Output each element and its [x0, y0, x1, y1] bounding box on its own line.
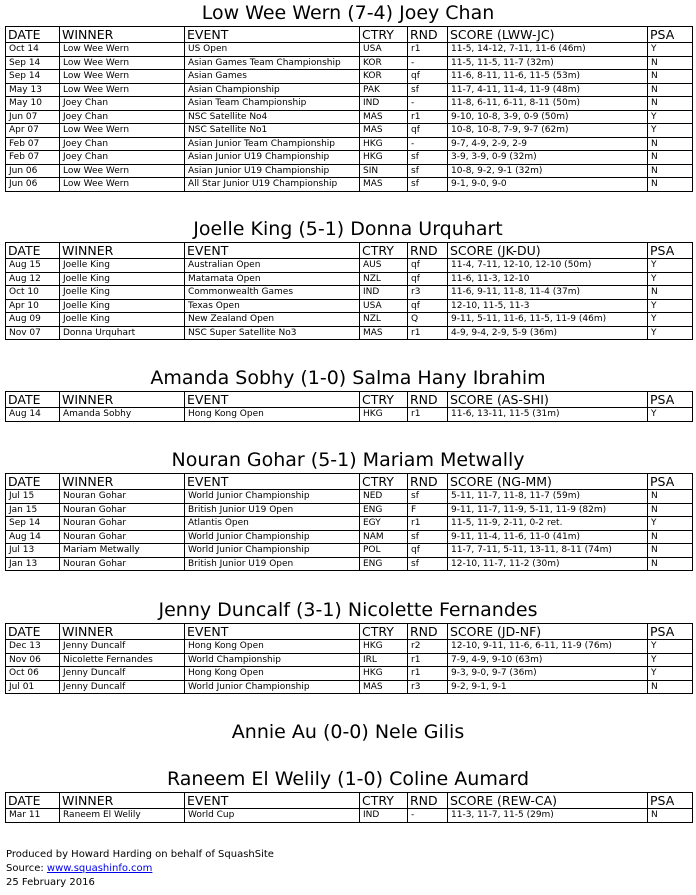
cell-psa: Y — [648, 272, 693, 286]
cell-rnd: sf — [408, 164, 448, 178]
column-header-rnd: RND — [408, 793, 448, 809]
cell-event: World Cup — [185, 809, 360, 823]
cell-event: NSC Satellite No4 — [185, 110, 360, 124]
cell-date: Jul 15 — [6, 490, 60, 504]
cell-score: 11-5, 14-12, 7-11, 11-6 (46m) — [448, 43, 648, 57]
table-row — [6, 124, 693, 138]
head-to-head-table — [5, 792, 693, 823]
cell-ctry: HKG — [360, 408, 408, 422]
column-header-psa: PSA — [648, 392, 693, 408]
header-row — [6, 243, 693, 259]
cell-psa: N — [648, 490, 693, 504]
cell-score: 9-11, 11-4, 11-6, 11-0 (41m) — [448, 530, 648, 544]
cell-psa: Y — [648, 259, 693, 273]
table-row — [6, 272, 693, 286]
head-to-head-table — [5, 26, 693, 192]
cell-psa: N — [648, 97, 693, 111]
cell-rnd: Q — [408, 313, 448, 327]
cell-event: Asian Games Team Championship — [185, 56, 360, 70]
cell-rnd: r1 — [408, 517, 448, 531]
cell-psa: N — [648, 809, 693, 823]
cell-date: May 10 — [6, 97, 60, 111]
column-header-score: SCORE (NG-MM) — [448, 474, 648, 490]
cell-rnd: qf — [408, 299, 448, 313]
cell-event: Hong Kong Open — [185, 640, 360, 654]
cell-event: Hong Kong Open — [185, 667, 360, 681]
table-row — [6, 43, 693, 57]
cell-score: 9-10, 10-8, 3-9, 0-9 (50m) — [448, 110, 648, 124]
table-row — [6, 83, 693, 97]
table-row — [6, 517, 693, 531]
column-header-ctry: CTRY — [360, 624, 408, 640]
column-header-rnd: RND — [408, 624, 448, 640]
table-row — [6, 653, 693, 667]
cell-ctry: PAK — [360, 83, 408, 97]
column-header-winner: WINNER — [60, 793, 185, 809]
cell-score: 12-10, 11-7, 11-2 (30m) — [448, 557, 648, 571]
cell-score: 5-11, 11-7, 11-8, 11-7 (59m) — [448, 490, 648, 504]
column-header-event: EVENT — [185, 624, 360, 640]
table-row — [6, 530, 693, 544]
cell-rnd: sf — [408, 151, 448, 165]
cell-psa: N — [648, 530, 693, 544]
cell-score: 9-11, 11-7, 11-9, 5-11, 11-9 (82m) — [448, 503, 648, 517]
cell-event: Asian Championship — [185, 83, 360, 97]
cell-rnd: sf — [408, 490, 448, 504]
cell-ctry: HKG — [360, 667, 408, 681]
cell-winner: Joey Chan — [60, 137, 185, 151]
table-row — [6, 809, 693, 823]
cell-score: 9-3, 9-0, 9-7 (36m) — [448, 667, 648, 681]
cell-rnd: qf — [408, 124, 448, 138]
cell-ctry: HKG — [360, 151, 408, 165]
cell-score: 7-9, 4-9, 9-10 (63m) — [448, 653, 648, 667]
table-row — [6, 313, 693, 327]
column-header-score: SCORE (AS-SHI) — [448, 392, 648, 408]
table-row — [6, 408, 693, 422]
cell-date: Aug 14 — [6, 530, 60, 544]
cell-ctry: USA — [360, 43, 408, 57]
cell-psa: N — [648, 83, 693, 97]
column-header-winner: WINNER — [60, 243, 185, 259]
column-header-rnd: RND — [408, 243, 448, 259]
column-header-psa: PSA — [648, 243, 693, 259]
cell-ctry: NAM — [360, 530, 408, 544]
cell-rnd: r3 — [408, 286, 448, 300]
table-row — [6, 490, 693, 504]
cell-event: Asian Junior U19 Championship — [185, 164, 360, 178]
section-title: Raneem El Welily (1-0) Coline Aumard — [166, 768, 530, 790]
cell-rnd: r1 — [408, 408, 448, 422]
cell-winner: Low Wee Wern — [60, 70, 185, 84]
cell-rnd: r3 — [408, 680, 448, 694]
cell-psa: N — [648, 286, 693, 300]
cell-event: Matamata Open — [185, 272, 360, 286]
cell-date: Aug 14 — [6, 408, 60, 422]
cell-winner: Low Wee Wern — [60, 178, 185, 192]
column-header-rnd: RND — [408, 392, 448, 408]
cell-psa: Y — [648, 43, 693, 57]
cell-score: 9-7, 4-9, 2-9, 2-9 — [448, 137, 648, 151]
column-header-score: SCORE (LWW-JC) — [448, 27, 648, 43]
cell-event: Asian Team Championship — [185, 97, 360, 111]
head-to-head-table — [5, 391, 693, 422]
cell-rnd: - — [408, 56, 448, 70]
cell-event: Atlantis Open — [185, 517, 360, 531]
cell-winner: Mariam Metwally — [60, 544, 185, 558]
table-row — [6, 151, 693, 165]
cell-score: 11-7, 7-11, 5-11, 13-11, 8-11 (74m) — [448, 544, 648, 558]
table-row — [6, 557, 693, 571]
cell-psa: Y — [648, 313, 693, 327]
cell-event: Asian Junior Team Championship — [185, 137, 360, 151]
column-header-date: DATE — [6, 27, 60, 43]
cell-event: All Star Junior U19 Championship — [185, 178, 360, 192]
cell-winner: Nicolette Fernandes — [60, 653, 185, 667]
cell-rnd: qf — [408, 70, 448, 84]
cell-winner: Nouran Gohar — [60, 490, 185, 504]
column-header-date: DATE — [6, 624, 60, 640]
cell-psa: N — [648, 56, 693, 70]
cell-date: Sep 14 — [6, 56, 60, 70]
cell-ctry: SIN — [360, 164, 408, 178]
cell-ctry: MAS — [360, 110, 408, 124]
column-header-ctry: CTRY — [360, 474, 408, 490]
table-row — [6, 680, 693, 694]
cell-date: Mar 11 — [6, 809, 60, 823]
column-header-score: SCORE (REW-CA) — [448, 793, 648, 809]
cell-score: 10-8, 10-8, 7-9, 9-7 (62m) — [448, 124, 648, 138]
table-row — [6, 503, 693, 517]
cell-score: 11-6, 11-3, 12-10 — [448, 272, 648, 286]
cell-date: Jun 06 — [6, 164, 60, 178]
cell-score: 4-9, 9-4, 2-9, 5-9 (36m) — [448, 326, 648, 340]
cell-ctry: POL — [360, 544, 408, 558]
column-header-psa: PSA — [648, 474, 693, 490]
cell-event: World Junior Championship — [185, 490, 360, 504]
cell-winner: Joelle King — [60, 259, 185, 273]
footer-credit: Produced by Howard Harding on behalf of SquashSite — [6, 849, 274, 860]
header-row — [6, 27, 693, 43]
cell-date: Nov 07 — [6, 326, 60, 340]
cell-date: Oct 10 — [6, 286, 60, 300]
cell-event: World Championship — [185, 653, 360, 667]
cell-score: 10-8, 9-2, 9-1 (32m) — [448, 164, 648, 178]
table-row — [6, 97, 693, 111]
table-row — [6, 667, 693, 681]
table-row — [6, 544, 693, 558]
column-header-psa: PSA — [648, 624, 693, 640]
table-row — [6, 70, 693, 84]
cell-psa: Y — [648, 299, 693, 313]
cell-ctry: IND — [360, 809, 408, 823]
cell-psa: Y — [648, 110, 693, 124]
column-header-psa: PSA — [648, 793, 693, 809]
section-title: Joelle King (5-1) Donna Urquhart — [193, 218, 503, 240]
column-header-rnd: RND — [408, 27, 448, 43]
cell-psa: N — [648, 70, 693, 84]
column-header-winner: WINNER — [60, 392, 185, 408]
source-link[interactable]: www.squashinfo.com — [46, 863, 153, 874]
head-to-head-table — [5, 473, 693, 571]
cell-score: 12-10, 11-5, 11-3 — [448, 299, 648, 313]
cell-ctry: KOR — [360, 70, 408, 84]
cell-date: Nov 06 — [6, 653, 60, 667]
cell-psa: Y — [648, 124, 693, 138]
cell-winner: Nouran Gohar — [60, 530, 185, 544]
cell-event: World Junior Championship — [185, 680, 360, 694]
column-header-winner: WINNER — [60, 27, 185, 43]
footer-date: 25 February 2016 — [6, 877, 95, 888]
head-to-head-table — [5, 242, 693, 340]
cell-date: Jun 06 — [6, 178, 60, 192]
cell-psa: N — [648, 503, 693, 517]
column-header-ctry: CTRY — [360, 27, 408, 43]
column-header-score: SCORE (JK-DU) — [448, 243, 648, 259]
cell-winner: Jenny Duncalf — [60, 640, 185, 654]
cell-rnd: r2 — [408, 640, 448, 654]
cell-score: 11-8, 6-11, 6-11, 8-11 (50m) — [448, 97, 648, 111]
cell-ctry: AUS — [360, 259, 408, 273]
cell-ctry: MAS — [360, 326, 408, 340]
cell-event: World Junior Championship — [185, 544, 360, 558]
cell-date: Jul 01 — [6, 680, 60, 694]
cell-winner: Nouran Gohar — [60, 503, 185, 517]
cell-date: Sep 14 — [6, 70, 60, 84]
cell-winner: Nouran Gohar — [60, 557, 185, 571]
column-header-score: SCORE (JD-NF) — [448, 624, 648, 640]
cell-score: 11-7, 4-11, 11-4, 11-9 (48m) — [448, 83, 648, 97]
cell-psa: Y — [648, 640, 693, 654]
cell-event: World Junior Championship — [185, 530, 360, 544]
cell-rnd: F — [408, 503, 448, 517]
cell-rnd: - — [408, 137, 448, 151]
cell-winner: Joelle King — [60, 286, 185, 300]
cell-winner: Joelle King — [60, 313, 185, 327]
cell-date: Oct 06 — [6, 667, 60, 681]
cell-rnd: qf — [408, 272, 448, 286]
cell-ctry: IRL — [360, 653, 408, 667]
footer — [6, 848, 274, 890]
cell-score: 11-6, 8-11, 11-6, 11-5 (53m) — [448, 70, 648, 84]
cell-rnd: sf — [408, 178, 448, 192]
cell-ctry: IND — [360, 286, 408, 300]
cell-ctry: HKG — [360, 640, 408, 654]
column-header-date: DATE — [6, 243, 60, 259]
column-header-event: EVENT — [185, 392, 360, 408]
cell-psa: Y — [648, 653, 693, 667]
column-header-event: EVENT — [185, 474, 360, 490]
cell-event: Australian Open — [185, 259, 360, 273]
cell-psa: N — [648, 557, 693, 571]
cell-date: Aug 15 — [6, 259, 60, 273]
cell-winner: Raneem El Welily — [60, 809, 185, 823]
cell-rnd: r1 — [408, 110, 448, 124]
cell-ctry: KOR — [360, 56, 408, 70]
cell-date: Sep 14 — [6, 517, 60, 531]
column-header-ctry: CTRY — [360, 392, 408, 408]
cell-event: Hong Kong Open — [185, 408, 360, 422]
section-title: Amanda Sobhy (1-0) Salma Hany Ibrahim — [150, 367, 546, 389]
column-header-winner: WINNER — [60, 474, 185, 490]
cell-ctry: MAS — [360, 178, 408, 192]
cell-date: Apr 07 — [6, 124, 60, 138]
section-title: Jenny Duncalf (3-1) Nicolette Fernandes — [158, 599, 538, 621]
cell-rnd: qf — [408, 544, 448, 558]
cell-date: Feb 07 — [6, 151, 60, 165]
cell-rnd: qf — [408, 259, 448, 273]
column-header-winner: WINNER — [60, 624, 185, 640]
cell-ctry: IND — [360, 97, 408, 111]
header-row — [6, 474, 693, 490]
table-row — [6, 640, 693, 654]
cell-event: British Junior U19 Open — [185, 503, 360, 517]
section-title: Annie Au (0-0) Nele Gilis — [231, 721, 465, 743]
cell-winner: Joey Chan — [60, 110, 185, 124]
cell-date: Apr 10 — [6, 299, 60, 313]
cell-event: NSC Super Satellite No3 — [185, 326, 360, 340]
column-header-ctry: CTRY — [360, 793, 408, 809]
cell-psa: N — [648, 137, 693, 151]
header-row — [6, 793, 693, 809]
cell-psa: Y — [648, 517, 693, 531]
cell-psa: Y — [648, 408, 693, 422]
cell-winner: Low Wee Wern — [60, 124, 185, 138]
cell-rnd: r1 — [408, 43, 448, 57]
cell-rnd: r1 — [408, 653, 448, 667]
cell-psa: Y — [648, 667, 693, 681]
cell-date: Jan 15 — [6, 503, 60, 517]
table-row — [6, 137, 693, 151]
cell-winner: Jenny Duncalf — [60, 680, 185, 694]
cell-ctry: HKG — [360, 137, 408, 151]
table-row — [6, 299, 693, 313]
cell-event: Asian Junior U19 Championship — [185, 151, 360, 165]
cell-event: Texas Open — [185, 299, 360, 313]
cell-ctry: NZL — [360, 313, 408, 327]
table-row — [6, 326, 693, 340]
column-header-psa: PSA — [648, 27, 693, 43]
cell-psa: N — [648, 544, 693, 558]
cell-winner: Joey Chan — [60, 151, 185, 165]
cell-score: 11-4, 7-11, 12-10, 12-10 (50m) — [448, 259, 648, 273]
cell-winner: Donna Urquhart — [60, 326, 185, 340]
cell-date: Feb 07 — [6, 137, 60, 151]
cell-ctry: ENG — [360, 503, 408, 517]
table-row — [6, 56, 693, 70]
cell-date: Dec 13 — [6, 640, 60, 654]
cell-date: Oct 14 — [6, 43, 60, 57]
cell-score: 9-1, 9-0, 9-0 — [448, 178, 648, 192]
section-title: Low Wee Wern (7-4) Joey Chan — [201, 2, 495, 24]
head-to-head-table — [5, 623, 693, 694]
column-header-date: DATE — [6, 474, 60, 490]
cell-date: Aug 12 — [6, 272, 60, 286]
cell-ctry: NED — [360, 490, 408, 504]
cell-ctry: ENG — [360, 557, 408, 571]
cell-rnd: r1 — [408, 667, 448, 681]
cell-winner: Joey Chan — [60, 97, 185, 111]
cell-winner: Low Wee Wern — [60, 164, 185, 178]
cell-winner: Low Wee Wern — [60, 56, 185, 70]
cell-event: NSC Satellite No1 — [185, 124, 360, 138]
cell-rnd: - — [408, 809, 448, 823]
column-header-event: EVENT — [185, 27, 360, 43]
cell-ctry: MAS — [360, 124, 408, 138]
cell-rnd: - — [408, 97, 448, 111]
column-header-event: EVENT — [185, 793, 360, 809]
cell-score: 9-2, 9-1, 9-1 — [448, 680, 648, 694]
cell-score: 11-5, 11-5, 11-7 (32m) — [448, 56, 648, 70]
cell-score: 3-9, 3-9, 0-9 (32m) — [448, 151, 648, 165]
column-header-date: DATE — [6, 392, 60, 408]
cell-rnd: sf — [408, 557, 448, 571]
cell-winner: Nouran Gohar — [60, 517, 185, 531]
table-row — [6, 110, 693, 124]
cell-score: 11-6, 9-11, 11-8, 11-4 (37m) — [448, 286, 648, 300]
cell-score: 9-11, 5-11, 11-6, 11-5, 11-9 (46m) — [448, 313, 648, 327]
header-row — [6, 392, 693, 408]
table-row — [6, 286, 693, 300]
column-header-ctry: CTRY — [360, 243, 408, 259]
cell-score: 12-10, 9-11, 11-6, 6-11, 11-9 (76m) — [448, 640, 648, 654]
column-header-date: DATE — [6, 793, 60, 809]
column-header-event: EVENT — [185, 243, 360, 259]
table-row — [6, 178, 693, 192]
table-row — [6, 259, 693, 273]
cell-psa: N — [648, 151, 693, 165]
cell-rnd: r1 — [408, 326, 448, 340]
column-header-rnd: RND — [408, 474, 448, 490]
table-row — [6, 164, 693, 178]
cell-ctry: MAS — [360, 680, 408, 694]
cell-date: Jul 13 — [6, 544, 60, 558]
cell-ctry: NZL — [360, 272, 408, 286]
section-title: Nouran Gohar (5-1) Mariam Metwally — [171, 449, 525, 471]
cell-psa: Y — [648, 326, 693, 340]
header-row — [6, 624, 693, 640]
cell-rnd: sf — [408, 83, 448, 97]
cell-event: New Zealand Open — [185, 313, 360, 327]
cell-winner: Joelle King — [60, 272, 185, 286]
cell-score: 11-5, 11-9, 2-11, 0-2 ret. — [448, 517, 648, 531]
cell-winner: Amanda Sobhy — [60, 408, 185, 422]
cell-rnd: sf — [408, 530, 448, 544]
footer-source — [6, 862, 274, 876]
cell-ctry: EGY — [360, 517, 408, 531]
cell-ctry: USA — [360, 299, 408, 313]
cell-score: 11-6, 13-11, 11-5 (31m) — [448, 408, 648, 422]
cell-psa: N — [648, 178, 693, 192]
cell-winner: Jenny Duncalf — [60, 667, 185, 681]
cell-event: Asian Games — [185, 70, 360, 84]
cell-event: Commonwealth Games — [185, 286, 360, 300]
cell-psa: N — [648, 164, 693, 178]
cell-date: Jun 07 — [6, 110, 60, 124]
cell-winner: Low Wee Wern — [60, 83, 185, 97]
cell-score: 11-3, 11-7, 11-5 (29m) — [448, 809, 648, 823]
cell-date: Aug 09 — [6, 313, 60, 327]
cell-winner: Low Wee Wern — [60, 43, 185, 57]
cell-psa: N — [648, 680, 693, 694]
cell-event: US Open — [185, 43, 360, 57]
cell-date: May 13 — [6, 83, 60, 97]
cell-event: British Junior U19 Open — [185, 557, 360, 571]
cell-winner: Joelle King — [60, 299, 185, 313]
cell-date: Jan 13 — [6, 557, 60, 571]
footer-source-label: Source: — [6, 863, 44, 874]
